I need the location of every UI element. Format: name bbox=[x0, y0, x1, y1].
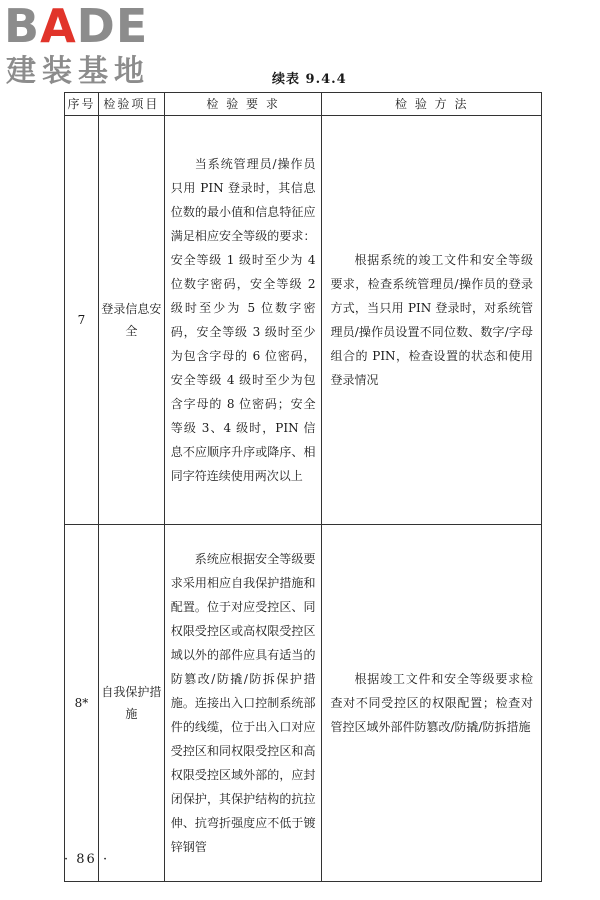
table-header-row bbox=[65, 93, 542, 116]
header-item: 检验项目 bbox=[98, 93, 164, 116]
table-caption: 续表 9.4.4 bbox=[272, 72, 347, 87]
row-item: 登录信息安全 bbox=[98, 116, 164, 525]
table-row bbox=[65, 116, 542, 525]
inspection-table bbox=[64, 92, 542, 882]
row-method: 根据竣工文件和安全等级要求检查对不同受控区的权限配置；检查对管控区域外部件防篡改/防撬/防拆措施 bbox=[322, 525, 542, 882]
row-number: 7 bbox=[65, 116, 99, 525]
brand-logo bbox=[0, 0, 180, 96]
logo-subtitle: 建装基地 bbox=[6, 54, 150, 89]
row-requirement: 当系统管理员/操作员只用 PIN 登录时，其信息位数的最小值和信息特征应满足相应安全等级的要求：安全等级 1 级时至少为 4 位数字密码，安全等级 2 级时至少为 5 位数字密码，安全等级 3 级时至少为包含字母的 6 位密码，安全等级 4 级时至少为包含字母的 8 位密码；安全等级 3、4 级时，PIN 信息不应顺序升序或降序、相同字符连续使用两次以上 bbox=[164, 116, 322, 525]
header-method: 检 验 方 法 bbox=[322, 93, 542, 116]
row-requirement: 系统应根据安全等级要求采用相应自我保护措施和配置。位于对应受控区、同权限受控区或高权限受控区域以外的部件应具有适当的防篡改/防撬/防拆保护措施。连接出入口控制系统部件的线缆，位于出入口对应受控区和同权限受控区和高权限受控区域外部的，应封闭保护，其保护结构的抗拉伸、抗弯折强度应不低于镀锌钢管 bbox=[164, 525, 322, 882]
row-number: 8* bbox=[65, 525, 99, 882]
table-row bbox=[65, 525, 542, 882]
page-number: · 86 · bbox=[64, 852, 110, 867]
header-requirement: 检 验 要 求 bbox=[164, 93, 322, 116]
row-method: 根据系统的竣工文件和安全等级要求，检查系统管理员/操作员的登录方式，当只用 PIN 登录时，对系统管理员/操作员设置不同位数、数字/字母组合的 PIN，检查设置的状态和使用登录情况 bbox=[322, 116, 542, 525]
header-number: 序号 bbox=[65, 93, 99, 116]
row-item: 自我保护措施 bbox=[98, 525, 164, 882]
logo-wordmark: BADE bbox=[4, 0, 149, 53]
